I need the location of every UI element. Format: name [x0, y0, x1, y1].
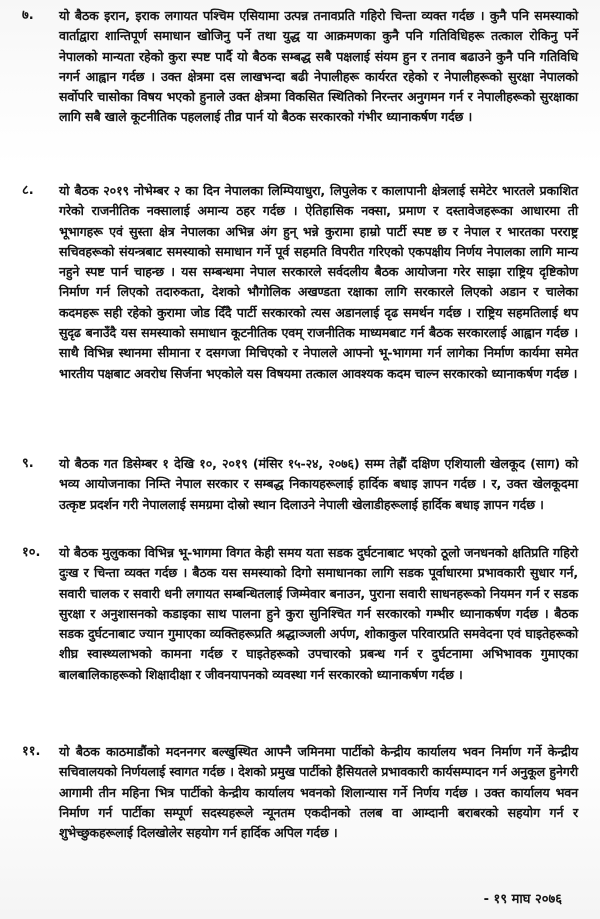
item-text: यो बैठक काठमाडौंको मदननगर बल्खुस्थित आफ्नै जमिनमा पार्टीको केन्द्रीय कार्यालय भवन निर्माण गर्ने केन्द्रीय सचिवालयको निर्णयलाई स्वागत गर्दछ । देशको प्रमुख पार्टीको हैसियतले प्रभावकारी कार्यसम्पादन गर्न अनुकूल हुनेगरी आगामी तीन महिना भित्र पार्टीको केन्द्रीय कार्यालय भवनको शिलान्यास गर्ने निर्णय गर्दछ । उक्त कार्यालय भवन निर्माण गर्न पार्टीका सम्पूर्ण सदस्यहरूले न्यूनतम एकदीनको तलब वा आम्दानी बराबरको सहयोग गर्न र शुभेच्छुकहरूलाई दिलखोलेर सहयोग गर्न हार्दिक अपिल गर्दछ । — [59, 744, 578, 841]
resolution-item-11 — [22, 742, 578, 843]
item-text: यो बैठक इरान, इराक लगायत पश्चिम एसियामा उत्पन्न तनावप्रति गहिरो चिन्ता व्यक्त गर्दछ । कुनै पनि समस्याको वार्ताद्वारा शान्तिपूर्ण समाधान खोजिनु पर्ने तथा युद्ध या आक्रमणका कुनै पनि गतिविधिहरू तत्काल रोकिनु पर्ने नेपालको मान्यता रहेको कुरा स्पष्ट पार्दै यो बैठक सम्बद्ध सबै पक्षलाई संयम हुन र तनाव बढाउने कुनै पनि गतिविधि नगर्न आह्वान गर्दछ । उक्त क्षेत्रमा दस लाखभन्दा बढी नेपालीहरू कार्यरत रहेको र नेपालीहरूको सुरक्षा नेपालको सर्वोपरि चासोका विषय भएको हुनाले उक्त क्षेत्रमा विकसित स्थितिको निरन्तर अनुगमन गर्न र नेपालीहरूको सुरक्षाका लागि सबै खाले कूटनीतिक पहललाई तीव्र पार्न यो बैठक सरकारको गंभीर ध्यानाकर्षण गर्दछ । — [59, 8, 578, 125]
resolution-item-8 — [22, 181, 578, 384]
item-number: ७. — [22, 8, 34, 23]
resolution-item-9 — [22, 454, 578, 515]
item-number: १०. — [22, 545, 41, 560]
document-date: - १९ माघ २०७६ — [483, 892, 562, 907]
item-number: ११. — [22, 744, 41, 759]
item-text: यो बैठक गत डिसेम्बर १ देखि १०, २०१९ (मंसिर १५-२४, २०७६) सम्म तेह्रौं दक्षिण एशियाली खेलकूद (साग) को भव्य आयोजनाका निम्ति नेपाल सरकार र सम्बद्ध निकायहरूलाई हार्दिक बधाइ ज्ञापन गर्दछ । र, उक्त खेलकूदमा उत्कृष्ट प्रदर्शन गरी नेपाललाई समग्रमा दोस्रो स्थान दिलाउने नेपाली खेलाडीहरूलाई हार्दिक बधाइ ज्ञापन गर्दछ । — [59, 456, 578, 512]
item-number: ९. — [22, 456, 34, 471]
item-text: यो बैठक मुलुकका विभिन्न भू-भागमा विगत केही समय यता सडक दुर्घटनाबाट भएको ठूलो जनधनको क्षतिप्रति गहिरो दुःख र चिन्ता व्यक्त गर्दछ । बैठक यस समस्याको दिगो समाधानका लागि सडक पूर्वाधारमा प्रभावकारी सुधार गर्न, सवारी चालक र सवारी धनी लगायत सम्बन्धितलाई जिम्मेवार बनाउन, पुराना सवारी साधनहरूको नियमन गर्न र सडक सुरक्षा र अनुशासनको कडाइका साथ पालना हुने कुरा सुनिश्चित गर्न सरकारको गम्भीर ध्यानाकर्षण गर्दछ । बैठक सडक दुर्घटनाबाट ज्यान गुमाएका व्यक्तिहरूप्रति श्रद्धाञ्जली अर्पण, शोकाकुल परिवारप्रति समवेदना एवं घाइतेहरूको शीघ्र स्वास्थ्यलाभको कामना गर्दछ र घाइतेहरूको उपचारको प्रबन्ध गर्न र दुर्घटनामा अभिभावक गुमाएका बालबालिकाहरूको शिक्षादीक्षा र जीवनयापनको व्यवस्था गर्न सरकारको ध्यानाकर्षण गर्दछ । — [59, 545, 578, 682]
resolution-item-10 — [22, 543, 578, 685]
item-text: यो बैठक २०१९ नोभेम्बर २ का दिन नेपालका लिम्पियाधुरा, लिपुलेक र कालापानी क्षेत्रलाई समेटेर भारतले प्रकाशित गरेको राजनीतिक नक्सालाई अमान्य ठहर गर्दछ । ऐतिहासिक नक्सा, प्रमाण र दस्तावेजहरूका आधारमा ती भूभागहरू एवं सुस्ता क्षेत्र नेपालका अभिन्न अंग हुन् भन्ने कुरामा हाम्रो पार्टी स्पष्ट छ र नेपाल र भारतका परराष्ट्र सचिवहरूको संयन्त्रबाट समस्याको समाधान गर्ने पूर्व सहमति विपरीत गरिएको एकपक्षीय निर्णय नेपालका लागि मान्य नहुने स्पष्ट पार्न चाहन्छ । यस सम्बन्धमा नेपाल सरकारले सर्वदलीय बैठक आयोजना गरेर साझा राष्ट्रिय दृष्टिकोण निर्माण गर्न लिएको तदारुकता, देशको भौगोलिक अखण्डता रक्षाका लागि सरकारले लिएको अडान र चालेका कदमहरू सही रहेको कुरामा जोड दिँदै पार्टी सरकारको त्यस अडानलाई दृढ समर्थन गर्दछ । राष्ट्रिय सहमतिलाई थप सुदृढ बनाउँदै यस समस्याको समाधान कूटनीतिक एवम् राजनीतिक माध्यमबाट गर्न बैठक सरकारलाई आह्वान गर्दछ । साथै विभिन्न स्थानमा सीमाना र दसगजा मिचिएको र नेपालले आफ्नो भू-भागमा गर्न लागेका निर्माण कार्यमा समेत भारतीय पक्षबाट अवरोध सिर्जना भएकोले यस विषयमा तत्काल आवश्यक कदम चाल्न सरकारको ध्यानाकर्षण गर्दछ । — [59, 183, 578, 381]
item-number: ८. — [22, 183, 34, 198]
resolution-item-7 — [22, 6, 578, 128]
